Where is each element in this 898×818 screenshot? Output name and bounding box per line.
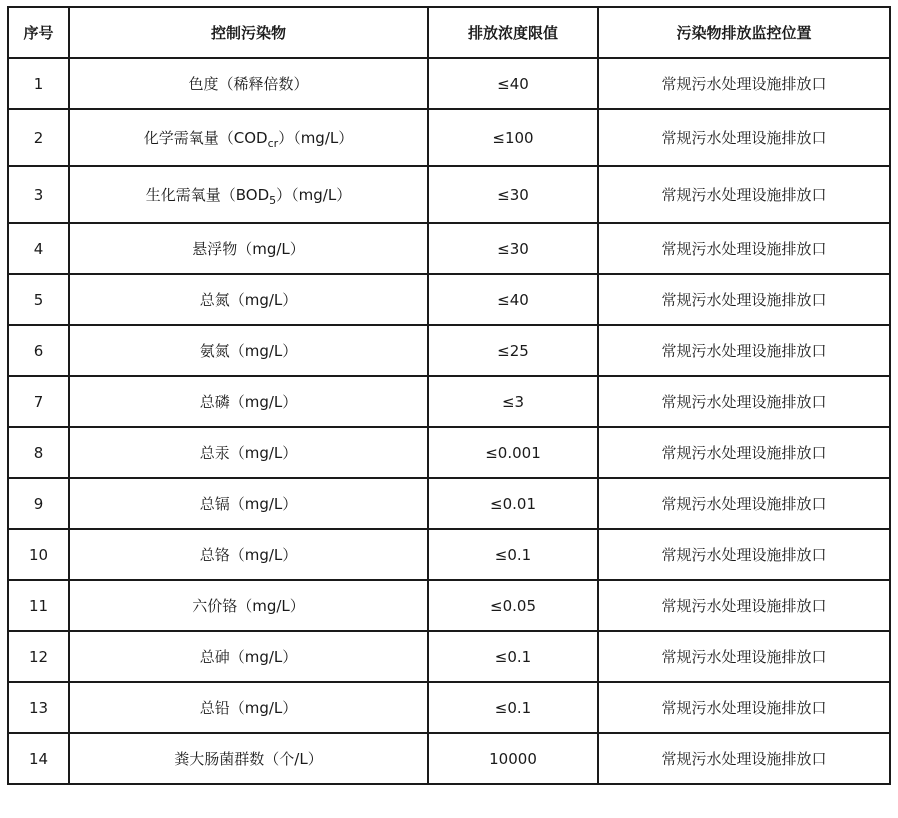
row-location: 常规污水处理设施排放口: [598, 223, 890, 274]
table-row: [8, 733, 890, 784]
table-row: [8, 58, 890, 109]
pollutant-subscript: cr: [267, 136, 279, 150]
table-row: [8, 325, 890, 376]
pollutant-unit: ）（mg/L）: [276, 185, 352, 204]
row-limit: ≤30: [428, 223, 598, 274]
row-no: 3: [8, 166, 69, 223]
row-no: 12: [8, 631, 69, 682]
row-limit: ≤0.001: [428, 427, 598, 478]
table-row: [8, 109, 890, 166]
table-header-row: [8, 7, 890, 58]
row-limit: ≤0.1: [428, 529, 598, 580]
row-limit: ≤100: [428, 109, 598, 166]
header-location: 污染物排放监控位置: [598, 7, 890, 58]
row-pollutant: 氨氮（mg/L）: [69, 325, 428, 376]
row-no: 9: [8, 478, 69, 529]
row-location: 常规污水处理设施排放口: [598, 682, 890, 733]
row-pollutant: 总铬（mg/L）: [69, 529, 428, 580]
row-pollutant: 总铅（mg/L）: [69, 682, 428, 733]
row-no: 2: [8, 109, 69, 166]
row-pollutant: 总镉（mg/L）: [69, 478, 428, 529]
pollutant-name: 化学需氧量（COD: [143, 128, 268, 147]
row-location: 常规污水处理设施排放口: [598, 427, 890, 478]
row-location: 常规污水处理设施排放口: [598, 325, 890, 376]
row-location: 常规污水处理设施排放口: [598, 529, 890, 580]
row-pollutant: 总砷（mg/L）: [69, 631, 428, 682]
row-limit: ≤40: [428, 58, 598, 109]
row-limit: ≤0.05: [428, 580, 598, 631]
row-no: 10: [8, 529, 69, 580]
row-pollutant: 粪大肠菌群数（个/L）: [69, 733, 428, 784]
row-location: 常规污水处理设施排放口: [598, 274, 890, 325]
table-row: [8, 166, 890, 223]
table-row: [8, 427, 890, 478]
table-row: [8, 223, 890, 274]
pollutant-unit: ）（mg/L）: [278, 128, 354, 147]
row-no: 11: [8, 580, 69, 631]
row-location: 常规污水处理设施排放口: [598, 733, 890, 784]
row-pollutant: 悬浮物（mg/L）: [69, 223, 428, 274]
row-limit: ≤40: [428, 274, 598, 325]
table-row: [8, 580, 890, 631]
row-no: 8: [8, 427, 69, 478]
row-location: 常规污水处理设施排放口: [598, 166, 890, 223]
row-no: 13: [8, 682, 69, 733]
table-row: [8, 529, 890, 580]
row-pollutant: 色度（稀释倍数）: [69, 58, 428, 109]
row-limit: ≤3: [428, 376, 598, 427]
row-location: 常规污水处理设施排放口: [598, 631, 890, 682]
row-pollutant: [69, 109, 428, 166]
row-location: 常规污水处理设施排放口: [598, 376, 890, 427]
row-pollutant: 六价铬（mg/L）: [69, 580, 428, 631]
table-row: [8, 631, 890, 682]
row-limit: ≤0.01: [428, 478, 598, 529]
row-pollutant: 总氮（mg/L）: [69, 274, 428, 325]
row-location: 常规污水处理设施排放口: [598, 478, 890, 529]
row-no: 1: [8, 58, 69, 109]
row-no: 7: [8, 376, 69, 427]
pollutant-subscript: 5: [269, 193, 277, 207]
row-location: 常规污水处理设施排放口: [598, 58, 890, 109]
row-no: 14: [8, 733, 69, 784]
emission-standards-table: [7, 6, 891, 785]
table-row: [8, 478, 890, 529]
row-no: 6: [8, 325, 69, 376]
row-limit: ≤0.1: [428, 682, 598, 733]
row-pollutant: 总磷（mg/L）: [69, 376, 428, 427]
row-no: 5: [8, 274, 69, 325]
row-limit: ≤25: [428, 325, 598, 376]
row-pollutant: 总汞（mg/L）: [69, 427, 428, 478]
row-location: 常规污水处理设施排放口: [598, 580, 890, 631]
row-no: 4: [8, 223, 69, 274]
row-limit: ≤30: [428, 166, 598, 223]
row-location: 常规污水处理设施排放口: [598, 109, 890, 166]
header-pollutant: 控制污染物: [69, 7, 428, 58]
header-limit: 排放浓度限值: [428, 7, 598, 58]
table-row: [8, 682, 890, 733]
row-pollutant: [69, 166, 428, 223]
row-limit: ≤0.1: [428, 631, 598, 682]
table-row: [8, 376, 890, 427]
row-limit: 10000: [428, 733, 598, 784]
pollutant-name: 生化需氧量（BOD: [145, 185, 270, 204]
table-row: [8, 274, 890, 325]
header-no: 序号: [8, 7, 69, 58]
